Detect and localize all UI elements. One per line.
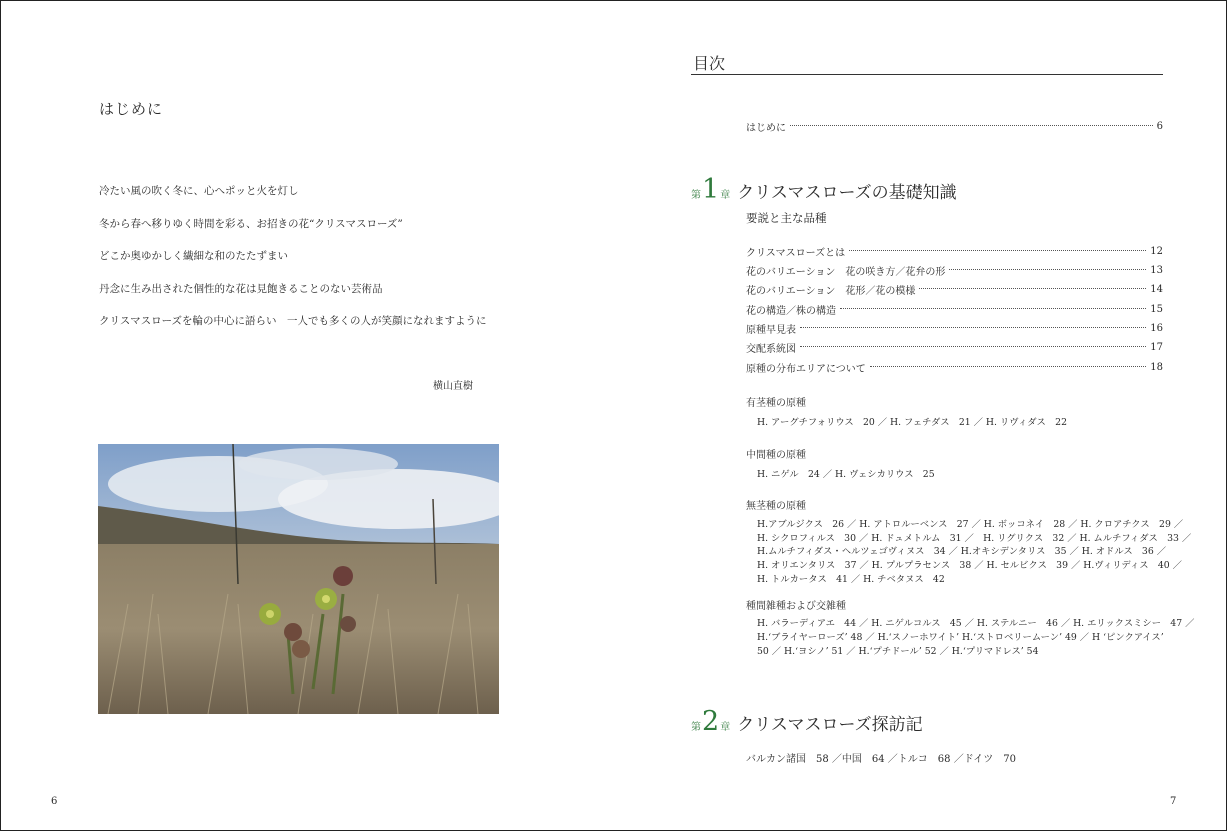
leader-dots: [849, 250, 1146, 251]
poem-line: 冬から春へ移りゆく時間を彩る、お招きの花“クリスマスローズ”: [99, 217, 403, 230]
chapter-2-line: バルカン諸国 58 ／中国 64 ／トルコ 68 ／ドイツ 70: [746, 754, 1016, 765]
chapter-2-heading[interactable]: [691, 708, 923, 735]
poem-line: 冷たい風の吹く冬に、心へポッと火を灯し: [99, 185, 299, 197]
toc-entry-label: 原種早見表: [746, 324, 796, 336]
toc-entry-page: 17: [1150, 341, 1163, 353]
group-title: 中間種の原種: [746, 450, 806, 461]
author-name: 横山直樹: [433, 381, 473, 392]
toc-entry-page: 6: [1156, 120, 1163, 132]
toc-entry-label: 交配系統図: [746, 343, 796, 355]
leader-dots: [919, 288, 1146, 289]
leader-dots: [790, 125, 1153, 126]
leader-dots: [840, 308, 1146, 309]
group-line: H. シクロフィルス 30 ／ H. ドュメトルム 31 ／ H. リグリクス 32 ／ H. ムルチフィダス 33 ／: [757, 533, 1192, 544]
group-line: H. オリエンタリス 37 ／ H. プルプラセンス 38 ／ H. セルビクス 39 ／ H.ヴィリディス 40 ／: [757, 560, 1182, 571]
toc-entry[interactable]: [746, 263, 1163, 277]
chapter-title: クリスマスローズの基礎知識: [737, 183, 957, 203]
toc-entry-page: 13: [1150, 264, 1163, 276]
poem-line: 丹念に生み出された個性的な花は見飽きることのない芸術品: [99, 282, 383, 295]
toc-entry[interactable]: [746, 360, 1163, 374]
group-line: H.‘ブライヤーローズ’ 48 ／ H.‘スノーホワイト’ H.‘ストロベリームーン’ 49 ／ H ‘ピンクアイス’: [757, 632, 1164, 643]
leader-dots: [870, 366, 1146, 367]
toc-entry-page: 18: [1150, 361, 1163, 373]
group-title: 有茎種の原種: [746, 398, 806, 409]
group-line: H. バラーディアエ 44 ／ H. ニゲルコルス 45 ／ H. ステルニー 46 ／ H. エリックスミシー 47 ／: [757, 618, 1195, 629]
chapter-number: 1: [702, 174, 720, 205]
chapter-number: 2: [702, 706, 720, 737]
toc-entry[interactable]: [746, 340, 1163, 354]
toc-divider: [691, 74, 1163, 75]
toc-entry-page: 14: [1150, 283, 1163, 295]
toc-entry-label: クリスマスローズとは: [746, 247, 846, 259]
group-line: H. トルカータス 41 ／ H. チベタヌス 42: [757, 574, 945, 585]
chapter-title: クリスマスローズ探訪記: [737, 715, 923, 735]
intro-poem: [99, 183, 487, 346]
leader-dots: [800, 327, 1146, 328]
toc-entry-page: 15: [1150, 303, 1163, 315]
chapter-1-heading[interactable]: [691, 176, 957, 203]
toc-entry[interactable]: [746, 321, 1163, 335]
toc-entry[interactable]: [746, 302, 1163, 316]
toc-entry[interactable]: [746, 244, 1163, 258]
poem-line: クリスマスローズを輪の中心に語らい 一人でも多くの人が笑顔になれますように: [99, 315, 487, 327]
toc-entry-label: 花の構造／株の構造: [746, 305, 836, 317]
poem-line: どこか奥ゆかしく繊細な和のたたずまい: [99, 250, 288, 262]
intro-title: はじめに: [99, 100, 164, 118]
group-title: 無茎種の原種: [746, 501, 806, 512]
group-line: H. アーグチフォリウス 20 ／ H. フェチダス 21 ／ H. リヴィダス 22: [757, 417, 1067, 428]
toc-entry-label: 花のバリエーション 花形／花の模様: [746, 285, 916, 297]
toc-entry-page: 12: [1150, 245, 1163, 257]
toc-entry-intro[interactable]: [746, 119, 1163, 133]
toc-entry-label: 花のバリエーション 花の咲き方／花弁の形: [746, 266, 946, 278]
toc-entry-label: はじめに: [746, 122, 786, 134]
chapter-prefix: 第: [691, 722, 701, 733]
group-line: H.ムルチフィダス・ヘルツェゴヴィヌス 34 ／ H.オキシデンタリス 35 ／ H. オドルス 36 ／: [757, 546, 1167, 557]
leader-dots: [949, 269, 1146, 270]
group-line: 50 ／ H.‘ヨシノ’ 51 ／ H.‘プチドール’ 52 ／ H.‘プリマドレス’ 54: [757, 646, 1039, 657]
chapter-suffix: 章: [720, 190, 731, 201]
toc-entry-label: 原種の分布エリアについて: [746, 363, 866, 375]
group-title: 種間雑種および交雑種: [746, 601, 846, 612]
toc-entry-page: 16: [1150, 322, 1163, 334]
toc-heading: 目次: [693, 54, 726, 73]
chapter-prefix: 第: [691, 190, 701, 201]
chapter-1-subtitle: 要説と主な品種: [746, 211, 827, 225]
group-line: H. ニゲル 24 ／ H. ヴェシカリウス 25: [757, 469, 935, 480]
toc-entry[interactable]: [746, 282, 1163, 296]
page-number-right: 7: [1170, 796, 1177, 807]
group-line: H.アブルジクス 26 ／ H. アトロルーベンス 27 ／ H. ボッコネイ 28 ／ H. クロアチクス 29 ／: [757, 519, 1184, 530]
chapter-suffix: 章: [720, 722, 731, 733]
leader-dots: [800, 346, 1146, 347]
hellebore-photo: [98, 444, 499, 714]
page-number-left: 6: [51, 796, 58, 807]
